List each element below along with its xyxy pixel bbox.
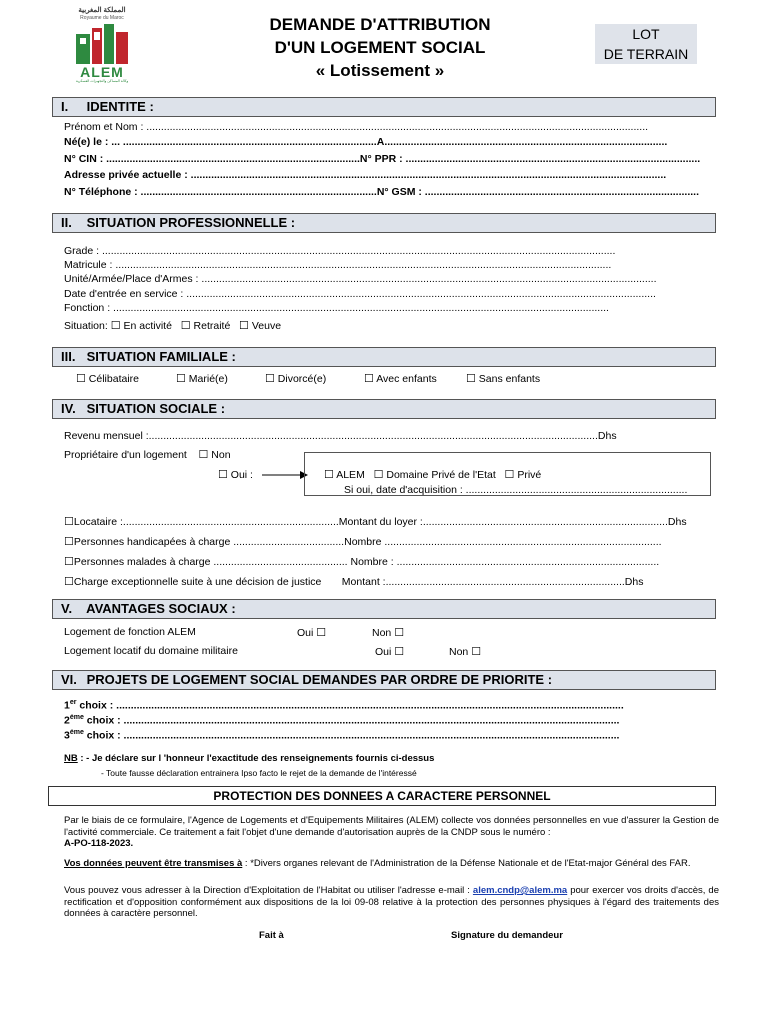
field-label-a: A: [376, 136, 385, 148]
option-avec-enfants[interactable]: [364, 372, 437, 385]
field-malades[interactable]: ☐Personnes malades à charge .............................................. Nombre : ..........................................................................................: [64, 556, 660, 568]
title-line-3: « Lotissement »: [315, 61, 445, 80]
ownership-options: [324, 468, 541, 481]
email-link[interactable]: alem.cndp@alem.ma: [472, 885, 568, 896]
field-handicapees[interactable]: ☐Personnes handicapées à charge ......................................Nombre ...............................................................................................: [64, 536, 662, 548]
option-label: Retraité: [193, 320, 231, 332]
protection-para-1: [64, 815, 719, 850]
field-label: Né(e) le :: [64, 136, 109, 148]
field-label: Fonction :: [64, 302, 111, 314]
option-sans-enfants[interactable]: [466, 372, 540, 385]
logo-subtitle: وكالة المساكن والتجهيزات العسكرية: [75, 79, 129, 83]
checkbox-alem[interactable]: ☐: [324, 469, 334, 481]
section-title: SITUATION FAMILIALE :: [86, 349, 236, 364]
field-label: Charge exceptionnelle suite à une décision de justice: [73, 576, 322, 588]
section-number: IV.: [61, 401, 76, 416]
field-ne-le[interactable]: Né(e) le : ... .......................................................................................A.................................................................................................: [64, 136, 668, 148]
field-label-loyer: Montant du loyer :: [338, 516, 423, 528]
para-text: Vous pouvez vous adresser à la Direction d'Exploitation de l'Habitat ou utiliser l'adresse e-mail :: [64, 885, 473, 896]
checkbox[interactable]: ☐: [265, 373, 275, 385]
option-label: Divorcé(e): [277, 373, 327, 385]
para-text: Par le biais de ce formulaire, l'Agence de Logements et d'Equipements Militaires (ALEM) collecte vos données personnelles en vue d'assurer la Gestion de l'activité commerciale. Ce traitement a fait l'objet d'une demande d'autorisation auprès de la CNDP sous le numéro :: [64, 815, 719, 838]
field-revenu[interactable]: Revenu mensuel :..........................................................................................................................................................Dhs: [64, 430, 617, 442]
field-label: N° Téléphone :: [64, 186, 138, 198]
field-label-gsm: N° GSM :: [376, 186, 422, 198]
choix-suffix: ème: [69, 729, 84, 736]
logo-kingdom: Royaume du Maroc: [80, 15, 124, 21]
section-identite-header: [52, 97, 716, 117]
field-label: choix :: [86, 714, 121, 727]
field-date-acquisition[interactable]: Si oui, date d'acquisition : ............................................................................: [344, 484, 688, 496]
field-adresse[interactable]: Adresse privée actuelle : ...................................................................................................................................................................: [64, 169, 667, 181]
option-label: Oui :: [230, 469, 253, 481]
arrow-right-icon: [262, 470, 308, 480]
field-label: Personnes handicapées à charge: [73, 536, 231, 548]
option-divorce[interactable]: [265, 372, 326, 385]
fait-a-label: Fait à: [259, 930, 284, 941]
option-label: Avec enfants: [376, 373, 437, 385]
checkbox[interactable]: ☐: [64, 556, 74, 568]
field-charge[interactable]: ☐Charge exceptionnelle suite à une décision de justice Montant :..................................................................................Dhs: [64, 576, 644, 588]
option-label: Célibataire: [88, 373, 139, 385]
field-date-entree[interactable]: Date d'entrée en service : .................................................................................................................................................................: [64, 288, 656, 300]
page-title: [220, 13, 540, 82]
option-label: ALEM: [336, 469, 365, 481]
unit-dhs: Dhs: [624, 576, 644, 588]
checkbox[interactable]: ☐: [394, 627, 405, 639]
field-grade[interactable]: Grade : ................................................................................................................................................................................: [64, 245, 616, 257]
transmises-label: Vos données peuvent être transmises à: [64, 858, 243, 869]
checkbox[interactable]: ☐: [364, 373, 374, 385]
checkbox-oui[interactable]: ☐: [218, 469, 228, 481]
checkbox-non[interactable]: ☐: [198, 449, 209, 461]
field-choix-2[interactable]: 2ème choix : ..........................................................................................................................................................................: [64, 714, 620, 727]
field-label: Revenu mensuel :: [64, 430, 149, 442]
nb-line-2: - Toute fausse déclaration entrainera Ipso facto le rejet de la demande de l'intéressé: [101, 768, 417, 778]
field-label: Personnes malades à charge: [73, 556, 211, 568]
checkbox[interactable]: ☐: [64, 576, 74, 588]
checkbox-retraite[interactable]: ☐: [180, 320, 191, 332]
option-label: Oui: [375, 646, 392, 658]
para-text: pour exercer vos droits d'accès, de rectification et d'opposition conformément aux dispositions de la loi 09-08 relative à la protection des personnes physiques à l'égard des traitements des données à caractère personnel.: [64, 885, 719, 919]
field-label: Adresse privée actuelle :: [64, 169, 188, 181]
checkbox[interactable]: ☐: [176, 373, 186, 385]
protection-para-3: [64, 885, 719, 920]
checkbox[interactable]: ☐: [76, 373, 86, 385]
field-label-nombre: Nombre: [344, 536, 382, 548]
field-label: Prénom et Nom :: [64, 121, 144, 133]
section-title: SITUATION PROFESSIONNELLE :: [86, 215, 296, 230]
field-choix-1[interactable]: 1er choix : ..............................................................................................................................................................................: [64, 699, 624, 712]
checkbox-prive[interactable]: ☐: [504, 469, 515, 481]
option-locatif-non: [449, 645, 481, 658]
lot-badge: [595, 24, 697, 64]
checkbox[interactable]: ☐: [64, 516, 74, 528]
situation-row: [64, 319, 281, 332]
logo-arabic: المملكة المغربية: [78, 7, 126, 14]
field-locataire[interactable]: ☐Locataire :..........................................................................Montant du loyer :....................................................................................Dhs: [64, 516, 687, 528]
field-label: choix :: [79, 699, 114, 712]
section-title: PROJETS DE LOGEMENT SOCIAL DEMANDES PAR ORDRE DE PRIORITE :: [86, 672, 553, 687]
label-locatif: Logement locatif du domaine militaire: [64, 645, 238, 657]
checkbox-en-activite[interactable]: ☐: [110, 320, 121, 332]
option-fonction-non: [372, 626, 404, 639]
option-label: Sans enfants: [478, 373, 541, 385]
protection-heading: PROTECTION DES DONNEES A CARACTERE PERSONNEL: [48, 786, 716, 806]
choix-number: 2: [64, 714, 70, 727]
unit-dhs: Dhs: [667, 516, 687, 528]
field-label: Propriétaire d'un logement: [64, 449, 187, 461]
field-prenom-nom[interactable]: Prénom et Nom : ............................................................................................................................................................................: [64, 121, 649, 133]
section-number: V.: [61, 601, 73, 616]
section-number: VI.: [61, 672, 77, 687]
section-title: SITUATION SOCIALE :: [86, 401, 226, 416]
situation-label: Situation:: [64, 320, 108, 332]
option-label: Non: [449, 646, 469, 658]
title-line-2: D'UN LOGEMENT SOCIAL: [274, 38, 486, 57]
checkbox[interactable]: ☐: [466, 373, 476, 385]
section-title: AVANTAGES SOCIAUX :: [86, 601, 236, 616]
field-matricule[interactable]: Matricule : ..........................................................................................................................................................................: [64, 259, 612, 271]
field-label: Locataire :: [73, 516, 123, 528]
choix-suffix: ème: [69, 714, 84, 721]
option-label: Non: [372, 627, 392, 639]
field-label: Grade :: [64, 245, 100, 257]
lot-line-1: LOT: [632, 26, 660, 42]
unit-dhs: Dhs: [597, 430, 617, 442]
option-fonction-oui: [297, 626, 326, 639]
field-label: Si oui, date d'acquisition :: [344, 484, 463, 496]
nb-text: : - Je déclare sur l 'honneur l'exactitude des renseignements fournis ci-dessus: [80, 753, 435, 764]
choix-suffix: er: [69, 699, 77, 706]
protection-para-2: [64, 858, 719, 870]
proprietaire-oui: [218, 468, 253, 481]
choix-number: 1: [64, 699, 70, 712]
field-label: Date d'entrée en service :: [64, 288, 184, 300]
field-telephone-gsm[interactable]: N° Téléphone : .................................................................................N° GSM : ..............................................................................................: [64, 186, 700, 198]
field-label: choix :: [86, 729, 121, 742]
logo-name: ALEM: [80, 64, 124, 80]
section-pro-header: [52, 213, 716, 233]
field-choix-3[interactable]: 3ème choix : ..........................................................................................................................................................................: [64, 729, 620, 742]
building-logo-icon: [74, 24, 130, 64]
option-marie[interactable]: [176, 372, 228, 385]
option-label: Non: [211, 449, 231, 461]
lot-line-2: DE TERRAIN: [603, 46, 689, 62]
option-label: Privé: [517, 469, 542, 481]
section-number: III.: [61, 349, 76, 364]
checkbox[interactable]: ☐: [316, 627, 327, 639]
section-fam-header: [52, 347, 716, 367]
field-cin-ppr[interactable]: N° CIN : .......................................................................................N° PPR : .....................................................................................................: [64, 153, 701, 165]
option-locatif-oui: [375, 645, 404, 658]
option-celibataire[interactable]: [76, 372, 139, 385]
section-proj-header: [52, 670, 716, 690]
checkbox-domaine[interactable]: ☐: [373, 469, 384, 481]
field-unite[interactable]: Unité/Armée/Place d'Armes : ............................................................................................................................................................: [64, 273, 657, 285]
signature-label: Signature du demandeur: [451, 930, 563, 941]
para-text: : *Divers organes relevant de l'Administration de la Défense Nationale et de l'Etat-major Général des FAR.: [242, 858, 691, 869]
field-label-montant: Montant :: [341, 576, 386, 588]
option-label: En activité: [123, 320, 172, 332]
alem-logo: [66, 6, 138, 82]
label-fonction-alem: Logement de fonction ALEM: [64, 626, 196, 638]
field-label: Unité/Armée/Place d'Armes :: [64, 273, 199, 285]
field-label: Matricule :: [64, 259, 113, 271]
checkbox[interactable]: ☐: [471, 646, 482, 658]
field-fonction[interactable]: Fonction : ..........................................................................................................................................................................: [64, 302, 609, 314]
checkbox[interactable]: ☐: [64, 536, 74, 548]
option-label: Domaine Privé de l'Etat: [386, 469, 496, 481]
option-label: Marié(e): [188, 373, 228, 385]
field-label: N° CIN :: [64, 153, 104, 165]
proprietaire-row: [64, 448, 231, 461]
section-number: I.: [61, 99, 69, 114]
nb-line-1: [64, 753, 434, 764]
option-label: Veuve: [251, 320, 282, 332]
checkbox[interactable]: ☐: [394, 646, 405, 658]
nb-label: NB: [64, 753, 78, 764]
title-line-1: DEMANDE D'ATTRIBUTION: [269, 15, 491, 34]
option-label: Oui: [297, 627, 314, 639]
section-title: IDENTITE :: [86, 99, 154, 114]
field-label-ppr: N° PPR :: [359, 153, 403, 165]
checkbox-veuve[interactable]: ☐: [239, 320, 249, 332]
cndp-reference: A-PO-118-2023.: [64, 838, 134, 849]
section-soc-header: [52, 399, 716, 419]
choix-number: 3: [64, 729, 70, 742]
section-avant-header: [52, 599, 716, 619]
field-label-nombre: Nombre :: [350, 556, 394, 568]
section-number: II.: [61, 215, 72, 230]
